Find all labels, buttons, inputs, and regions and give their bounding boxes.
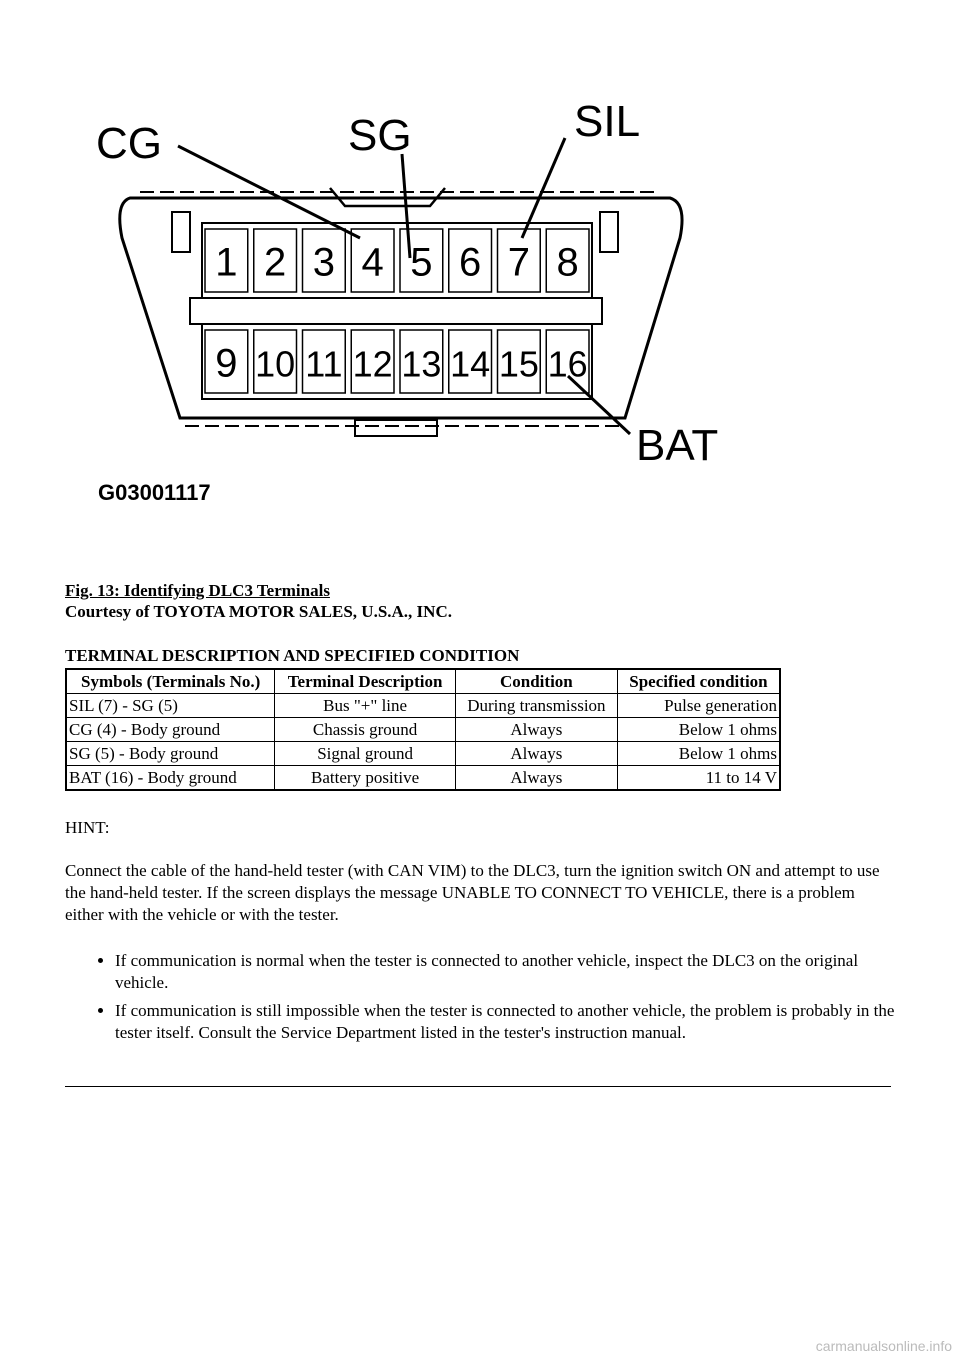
table-cell: Below 1 ohms xyxy=(617,742,780,766)
pin-number: 11 xyxy=(305,343,343,385)
pin-number: 4 xyxy=(361,240,384,285)
dlc3-connector-figure xyxy=(90,88,730,518)
pin-number: 7 xyxy=(507,240,530,285)
top-pin-cells xyxy=(205,229,589,292)
table-row xyxy=(66,766,780,791)
table-cell: Bus "+" line xyxy=(275,694,456,718)
table-cell: CG (4) - Body ground xyxy=(66,718,275,742)
bottom-pin-cells xyxy=(205,330,589,393)
pin-number: 16 xyxy=(547,343,588,385)
table-cell: During transmission xyxy=(455,694,617,718)
pin-number: 6 xyxy=(459,240,482,285)
right-guide-slot xyxy=(600,212,618,252)
table-heading: TERMINAL DESCRIPTION AND SPECIFIED CONDITION xyxy=(65,646,520,665)
hint-bullet-list xyxy=(95,950,915,1050)
pin-number: 14 xyxy=(450,343,491,385)
header-terminal-description: Terminal Description xyxy=(275,669,456,694)
table-row xyxy=(66,742,780,766)
dlc3-connector-diagram xyxy=(90,88,730,518)
pin-number: 3 xyxy=(312,240,335,285)
connector-outline xyxy=(120,198,682,418)
header-condition: Condition xyxy=(455,669,617,694)
pin-number: 15 xyxy=(498,343,539,385)
left-guide-slot xyxy=(172,212,190,252)
table-row xyxy=(66,694,780,718)
table-cell: SG (5) - Body ground xyxy=(66,742,275,766)
pin-number: 5 xyxy=(410,240,433,285)
list-item: • If communication is still impossible when the tester is connected to another vehicle, the problem is probably in the tester itself. Consult the Service Department listed in the tester's instruction manual. xyxy=(115,1000,915,1044)
terminal-spec-table xyxy=(65,668,781,791)
table-header-row xyxy=(66,669,780,694)
center-divider xyxy=(190,298,602,324)
table-cell: 11 to 14 V xyxy=(617,766,780,791)
pin-number: 13 xyxy=(401,343,442,385)
table-row xyxy=(66,718,780,742)
table-cell: Signal ground xyxy=(275,742,456,766)
label-sil: SIL xyxy=(574,97,641,146)
table-cell: Below 1 ohms xyxy=(617,718,780,742)
pin-number: 12 xyxy=(352,343,393,385)
pin-number: 2 xyxy=(264,240,287,285)
label-cg: CG xyxy=(96,119,162,168)
caption-title: Fig. 13: Identifying DLC3 Terminals xyxy=(65,581,330,600)
pin-number: 1 xyxy=(215,240,238,285)
footer-watermark: carmanualsonline.info xyxy=(815,1338,952,1354)
caption-courtesy: Courtesy of TOYOTA MOTOR SALES, U.S.A., INC. xyxy=(65,602,452,621)
list-item: • If communication is normal when the tester is connected to another vehicle, inspect the DLC3 on the original vehicle. xyxy=(115,950,915,994)
table-cell: Always xyxy=(455,742,617,766)
connector-key-bottom xyxy=(355,420,437,436)
table-cell: Battery positive xyxy=(275,766,456,791)
hint-label: HINT: xyxy=(65,818,110,837)
figure-caption xyxy=(65,580,452,622)
label-sg: SG xyxy=(348,111,412,160)
table-cell: SIL (7) - SG (5) xyxy=(66,694,275,718)
header-symbols: Symbols (Terminals No.) xyxy=(66,669,275,694)
table-cell: Pulse generation xyxy=(617,694,780,718)
hint-paragraph: Connect the cable of the hand-held tester (with CAN VIM) to the DLC3, turn the ignition switch ON and attempt to use the hand-held tester. If the screen displays the message UNABLE TO CONNECT TO VEHICLE, there is a problem either with the vehicle or with the tester. xyxy=(65,861,880,924)
pin-number: 10 xyxy=(255,343,296,385)
table-cell: BAT (16) - Body ground xyxy=(66,766,275,791)
table-cell: Chassis ground xyxy=(275,718,456,742)
top-pin-row xyxy=(202,223,592,298)
table-cell: Always xyxy=(455,718,617,742)
pin-number: 8 xyxy=(556,240,579,285)
figure-code: G03001117 xyxy=(98,480,211,505)
horizontal-rule xyxy=(65,1086,891,1087)
label-bat: BAT xyxy=(636,421,719,470)
header-specified-condition: Specified condition xyxy=(617,669,780,694)
pin-number: 9 xyxy=(215,341,238,386)
table-cell: Always xyxy=(455,766,617,791)
